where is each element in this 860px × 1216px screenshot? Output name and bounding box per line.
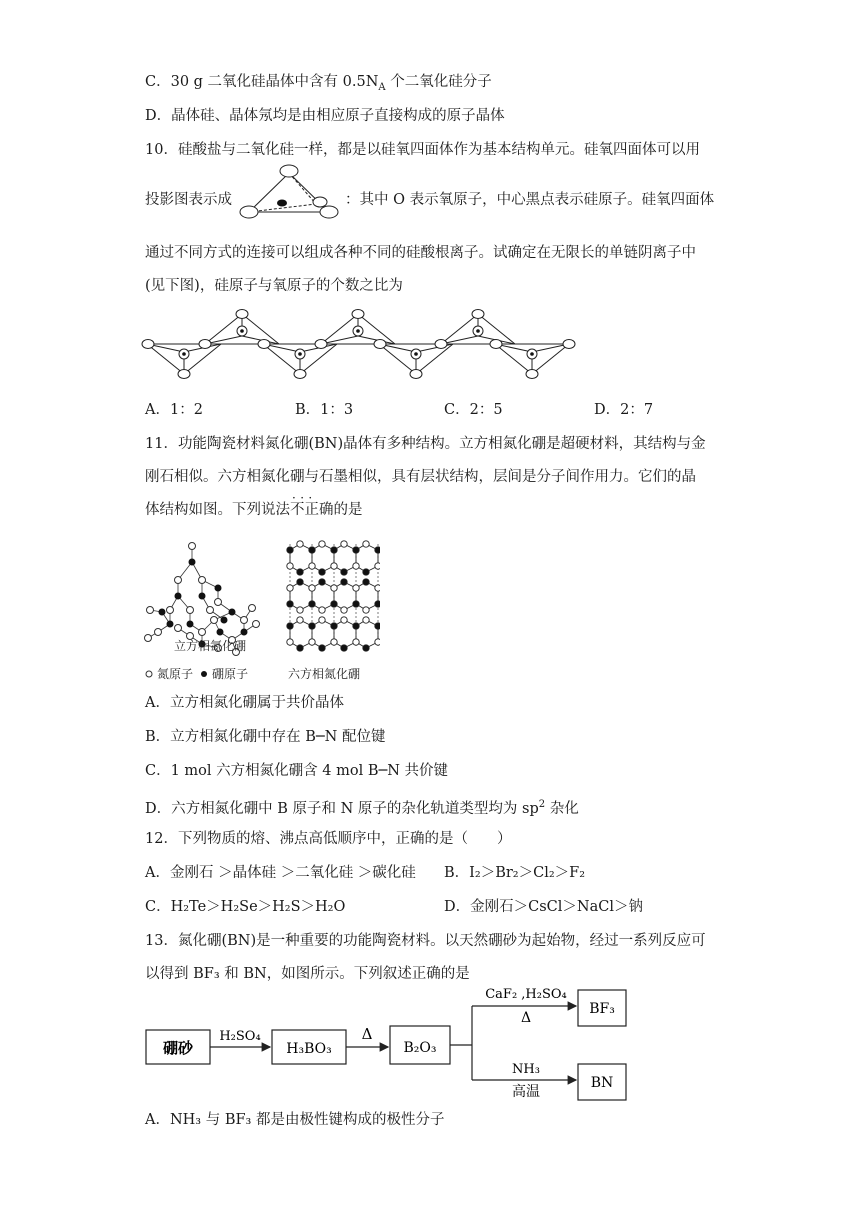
boron-oxide-label: B₂O₃: [403, 1040, 437, 1056]
bridging-oxygen-atom: [142, 340, 154, 349]
nitrogen-atom: [341, 541, 347, 547]
bridging-oxygen-atom: [563, 340, 575, 349]
bf3-label: BF₃: [589, 1001, 615, 1017]
boron-atom: [331, 601, 337, 607]
boron-atom: [375, 547, 380, 553]
boron-atom: [363, 579, 369, 585]
nitrogen-atom: [341, 607, 347, 613]
silicon-atom: [182, 352, 186, 356]
cubic-bn-label: 立方相氮化硼: [174, 639, 247, 653]
q11-stem-line1: 11．功能陶瓷材料氮化硼(BN)晶体有多种结构。立方相氮化硼是超硬材料，其结构与金: [145, 436, 706, 452]
bridging-oxygen-atom: [374, 340, 386, 349]
nitrogen-atom: [353, 639, 359, 645]
emphasis-not-correct: · · · 不正确: [290, 500, 334, 520]
q13-stem-line2: 以得到 BF₃ 和 BN，如图所示。下列叙述正确的是: [145, 966, 470, 982]
oxygen-atom: [410, 370, 422, 379]
silicate-chain-figure: [140, 300, 580, 385]
nitrogen-atom: [309, 563, 315, 569]
nitrogen-atom: [363, 607, 369, 613]
silicon-atom: [240, 329, 244, 333]
q12-option-d: D．金刚石＞CsCl＞NaCl＞钠: [444, 899, 643, 915]
borax-label: 硼砂: [162, 1039, 194, 1057]
q11-option-c: C．1 mol 六方相氮化硼含 4 mol B─N 共价键: [145, 763, 449, 779]
boric-acid-label: H₃BO₃: [286, 1041, 332, 1057]
boron-atom: [375, 601, 380, 607]
boron-atom: [297, 579, 303, 585]
nitrogen-atom: [375, 563, 380, 569]
oxygen-atom: [352, 310, 364, 319]
lower-condition-high-temp: 高温: [512, 1084, 540, 1100]
arrow2-heat: Δ: [361, 1025, 373, 1043]
q10-stem-line4: (见下图)，硅原子与氧原子的个数之比为: [145, 278, 403, 294]
nitrogen-atom: [363, 541, 369, 547]
boron-atom: [309, 547, 315, 553]
upper-heat: Δ: [520, 1010, 532, 1026]
silicon-atom: [298, 352, 302, 356]
nitrogen-atom: [287, 585, 293, 591]
nitrogen-atom: [375, 639, 380, 645]
boron-legend-symbol: [201, 671, 207, 677]
nitrogen-atom: [287, 639, 293, 645]
boron-atom: [341, 569, 347, 575]
nitrogen-atom: [363, 617, 369, 623]
q10-stem-line2a: 投影图表示成: [145, 192, 232, 208]
q10-option-a: A．1：2: [145, 402, 203, 418]
q9-option-d: D．晶体硅、晶体氖均是由相应原子直接构成的原子晶体: [145, 108, 505, 124]
boron-atom: [287, 547, 293, 553]
nitrogen-atom: [353, 563, 359, 569]
nitrogen-atom: [297, 607, 303, 613]
nitrogen-atom: [319, 541, 325, 547]
oxygen-atom: [472, 310, 484, 319]
boron-atom: [353, 601, 359, 607]
arrow1-reagent: H₂SO₄: [219, 1029, 261, 1044]
nitrogen-atom: [309, 639, 315, 645]
nitrogen-atom: [319, 607, 325, 613]
bridging-oxygen-atom: [199, 340, 211, 349]
boron-atom: [375, 623, 380, 629]
nitrogen-atom: [375, 585, 380, 591]
bridging-oxygen-atom: [315, 340, 327, 349]
nitrogen-legend-symbol: [146, 671, 152, 677]
oxygen-atom: [178, 370, 190, 379]
nitrogen-atom: [331, 585, 337, 591]
nitrogen-atom: [297, 541, 303, 547]
oxygen-atom: [526, 370, 538, 379]
boron-atom: [363, 645, 369, 651]
q12-stem: 12．下列物质的熔、沸点高低顺序中，正确的是（ ）: [145, 831, 512, 847]
boron-atom: [341, 579, 347, 585]
q11-option-d: D．六方相氮化硼中 B 原子和 N 原子的杂化轨道类型均为 $sp^2$ 杂化: [145, 799, 579, 817]
q10-stem-line1: 10．硅酸盐与二氧化硅一样，都是以硅氧四面体作为基本结构单元。硅氧四面体可以用: [145, 142, 700, 158]
bridging-oxygen-atom: [435, 340, 447, 349]
nitrogen-atom: [341, 617, 347, 623]
silicon-atom: [530, 352, 534, 356]
q12-option-a: A．金刚石 ＞晶体硅 ＞二氧化硅 ＞碳化硅: [145, 865, 416, 881]
nitrogen-atom: [309, 585, 315, 591]
boron-atom: [353, 623, 359, 629]
hex-bn-label: 六方相氮化硼: [288, 667, 361, 681]
upper-condition: CaF₂ ,H₂SO₄: [485, 987, 567, 1002]
q13-stem-line1: 13．氮化硼(BN)是一种重要的功能陶瓷材料。以天然硼砂为起始物，经过一系列反应可: [145, 933, 706, 949]
bn-crystal-structures-figure: [140, 528, 380, 683]
bridging-oxygen-atom: [258, 340, 270, 349]
tetrahedron-projection-figure: [238, 160, 348, 226]
q10-stem-line3: 通过不同方式的连接可以组成各种不同的硅酸根离子。试确定在无限长的单链阴离子中: [145, 245, 696, 261]
legend-nitrogen-label: 氮原子: [157, 667, 194, 681]
q13-option-a: A．NH₃ 与 BF₃ 都是由极性键构成的极性分子: [145, 1112, 445, 1128]
bridging-oxygen-atom: [490, 340, 502, 349]
silicon-atom: [476, 329, 480, 333]
boron-atom: [297, 645, 303, 651]
q12-option-b: B．I₂＞Br₂＞Cl₂＞F₂: [444, 865, 586, 881]
q11-option-a: A．立方相氮化硼属于共价晶体: [145, 695, 344, 711]
q10-option-c: C．2：5: [444, 402, 503, 418]
legend-boron-label: 硼原子: [212, 667, 249, 681]
hexagonal-bn-lattice: [287, 541, 380, 651]
nitrogen-atom: [287, 563, 293, 569]
bn-label: BN: [590, 1075, 614, 1091]
silicon-atom: [414, 352, 418, 356]
silicon-atom: [356, 329, 360, 333]
boron-atom: [331, 547, 337, 553]
boron-atom: [331, 623, 337, 629]
boron-atom: [341, 645, 347, 651]
boron-atom: [319, 645, 325, 651]
lower-condition: NH₃: [512, 1062, 540, 1077]
q10-stem-line2b: ：其中 O 表示氧原子，中心黑点表示硅原子。硅氧四面体: [345, 192, 715, 208]
q10-option-b: B．1：3: [295, 402, 354, 418]
nitrogen-atom: [331, 639, 337, 645]
boron-atom: [319, 579, 325, 585]
boron-atom: [309, 601, 315, 607]
boron-atom: [353, 547, 359, 553]
q10-option-d: D．2：7: [594, 402, 654, 418]
nitrogen-atom: [297, 617, 303, 623]
boron-atom: [297, 569, 303, 575]
q11-stem-line2: 刚石相似。六方相氮化硼与石墨相似，具有层状结构，层间是分子间作用力。它们的晶: [145, 469, 696, 485]
boron-atom: [319, 569, 325, 575]
boron-atom: [363, 569, 369, 575]
boron-atom: [309, 623, 315, 629]
q11-option-b: B．立方相氮化硼中存在 B─N 配位键: [145, 729, 386, 745]
bn-synthesis-flowchart: [140, 982, 640, 1106]
oxygen-atom: [294, 370, 306, 379]
nitrogen-atom: [353, 585, 359, 591]
q9-option-c: C．30 g 二氧化硅晶体中含有 $0.5N_A$ 个二氧化硅分子: [145, 74, 492, 93]
nitrogen-atom: [319, 617, 325, 623]
nitrogen-atom: [331, 563, 337, 569]
boron-atom: [287, 601, 293, 607]
q11-stem-line3: 体结构如图。下列说法· · · 不正确的是: [145, 500, 363, 520]
q12-option-c: C．H₂Te＞H₂Se＞H₂S＞H₂O: [145, 899, 346, 915]
boron-atom: [287, 623, 293, 629]
oxygen-atom: [236, 310, 248, 319]
